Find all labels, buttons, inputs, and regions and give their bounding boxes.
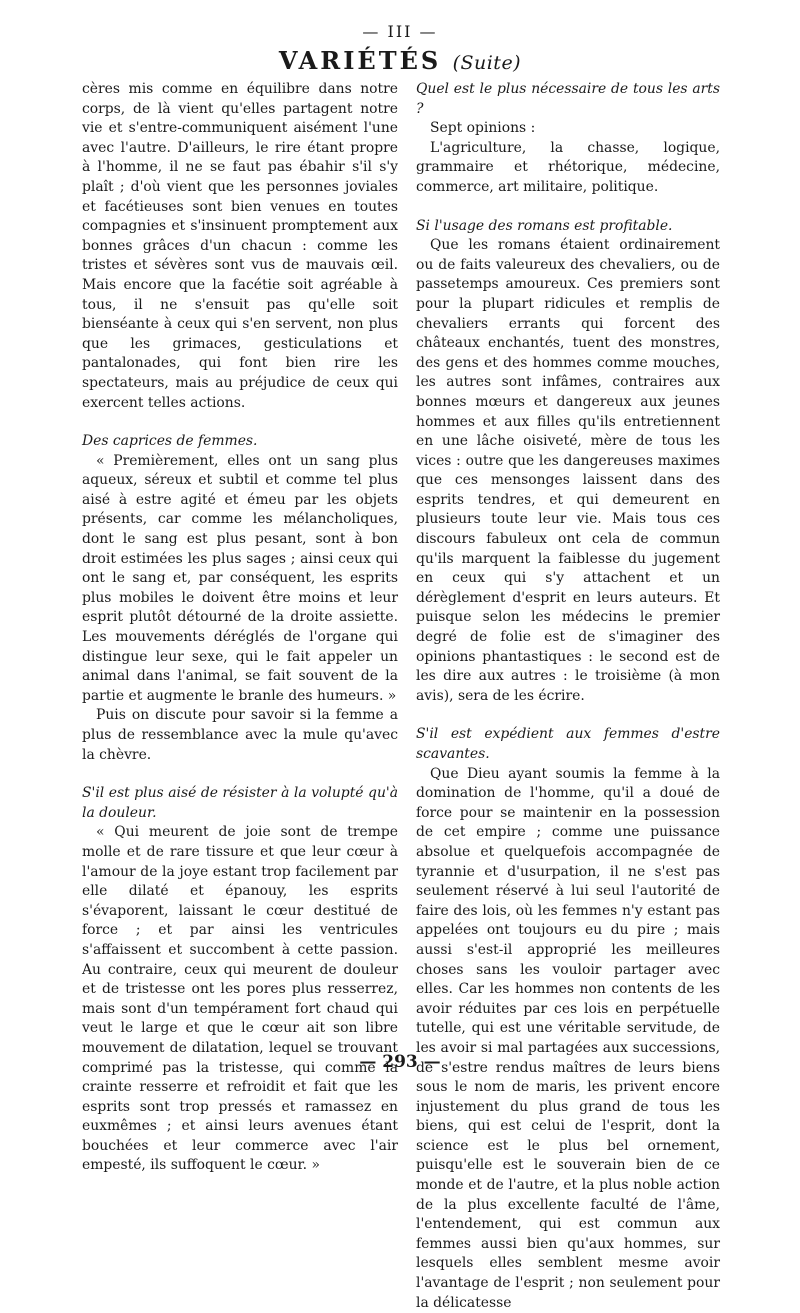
paragraph: « Qui meurent de joie sont de trempe molle et de rare tissure et que leur cœur à l'amour de la joye estant trop facilement par elle dilaté et épanouy, les esprits s'évaporent, laissant le cœur destitué de force ; et par ainsi les ventricules s'affaissent et succombent à cette passion. Au contraire, ceux qui meurent de douleur et de tristesse ont les pores plus resserrez, mais sont d'un tempérament fort chaud qui veut le large et que le cœur ait son libre mouvement de dilatation, lequel se trouvant comprimé pas la tristesse, qui comme la crainte resserre et refroidit et fait que les esprits sont trop pressés et ramassez en euxmêmes ; et ainsi leurs avenues étant bouchées et leur commerce avec l'air empesté, ils suffoquent le cœur. »	[82, 824, 398, 1174]
right-column	[416, 80, 720, 1313]
paragraph: « Premièrement, elles ont un sang plus aqueux, séreux et subtil et comme tel plus aisé à estre agité et émeu par les objets présents, car comme les mélancholiques, dont le sang est plus pesant, sont à bon droit estimées les plus sages ; ainsi ceux qui ont le sang et, par conséquent, les esprits plus mobiles le doivent être moins et leur esprit plutôt détourné de la droite assiette. Les mouvements déréglés de l'organe qui distingue leur sexe, qui le fait appeler un animal dans l'animal, se fait souvent de la partie et augmente le branle des humeurs. »	[82, 452, 398, 704]
article-heading: S'il est plus aisé de résister à la volupté qu'à la douleur.	[82, 785, 398, 821]
section-title-text: VARIÉTÉS	[278, 46, 442, 75]
article-heading: S'il est expédient aux femmes d'estre scavantes.	[416, 726, 720, 762]
paragraph: Que Dieu ayant soumis la femme à la domination de l'homme, qu'il a doué de force pour se maintenir en la possession de cet empire ; comme une puissance absolue et quelquefois accompagnée de tyrannie et d'usurpation, il ne s'est pas seulement réservé à lui seul l'autorité de faire des lois, où les femmes n'y estant pas appelées ont toujours eu du pire ; mais aussi s'est-il approprié les meilleures choses sans les vouloir partager avec elles. Car les hommes non contents de les avoir réduites par ces lois en perpétuelle tutelle, qui est une véritable servitude, de les avoir si mal partagées aux successions, de s'estre rendus maîtres de leurs biens sous le nom de maris, les privent encore injustement du plus grand de tous les biens, qui est celui de l'esprit, dont la science est le plus bel ornement, puisqu'elle est le souverain bien de ce monde et de l'autre, et la plus noble action de la plus excellente faculté de l'âme, l'entendement, qui est commun aux femmes aussi bien qu'aux hommes, sur lesquels elles semblent mesme avoir l'avantage de l'esprit ; non seulement pour la délicatesse	[416, 765, 720, 1311]
article-heading: Si l'usage des romans est profitable.	[416, 217, 673, 234]
left-column	[82, 80, 398, 1176]
paragraph: Que les romans étaient ordinairement ou de faits valeureux des chevaliers, ou de passetemps amoureux. Ces premiers sont pour la plupart ridicules et remplis de chevaliers errants qui forcent des châteaux enchantés, tuent des monstres, des gens et des hommes comme mouches, les autres sont infâmes, contraires aux bonnes mœurs et dangereux aux jeunes hommes et aux filles qu'ils entretiennent en une lâche oisiveté, mère de tous les vices : outre que les dangereuses maximes que ces mensonges laissent dans des esprits tendres, et qui demeurent en plusieurs toute leur vie. Mais tous ces discours fabuleux ont cela de commun qu'ils marquent la faiblesse du jugement en ceux qui s'y attachent et un dérèglement d'esprit en leurs auteurs. Et puisque selon les médecins le premier degré de folie est de s'imaginer des opinions phantastiques : le second est de les dire aux autres : le troisième (à mon avis), sera de les écrire.	[416, 237, 720, 704]
paragraph: Puis on discute pour savoir si la femme a plus de ressemblance avec la mule qu'avec la chèvre.	[82, 707, 398, 763]
section-title	[0, 46, 800, 75]
article-heading: Quel est le plus nécessaire de tous les arts ?	[416, 81, 720, 117]
section-subtitle: (Suite)	[452, 52, 522, 74]
paragraph: cères mis comme en équilibre dans notre corps, de là vient qu'elles partagent notre vie et s'entre-communiquent aisément l'une avec l'autre. D'ailleurs, le rire étant propre à l'homme, il ne se faut pas ébahir s'il s'y plaît ; d'où vient que les personnes joviales et facétieuses sont bien venues en toutes compagnies et s'insinuent promptement aux bonnes grâces d'un chacun : comme les tristes et sévères sont vus de mauvais œil. Mais encore que la facétie soit agréable à tous, il ne s'ensuit pas qu'elle soit bienséante à ceux qui s'en servent, non plus que les grimaces, gesticulations et pantalonades, qui font bien rire les spectateurs, mais au préjudice de ceux qui exercent telles actions.	[82, 81, 398, 411]
article-heading: Des caprices de femmes.	[82, 433, 258, 450]
paragraph: Sept opinions :	[430, 120, 536, 137]
paragraph: L'agriculture, la chasse, logique, grammaire et rhétorique, médecine, commerce, art militaire, politique.	[416, 139, 720, 195]
page-header-number: — III —	[362, 22, 438, 41]
page-folio: — 293 —	[359, 1052, 441, 1072]
